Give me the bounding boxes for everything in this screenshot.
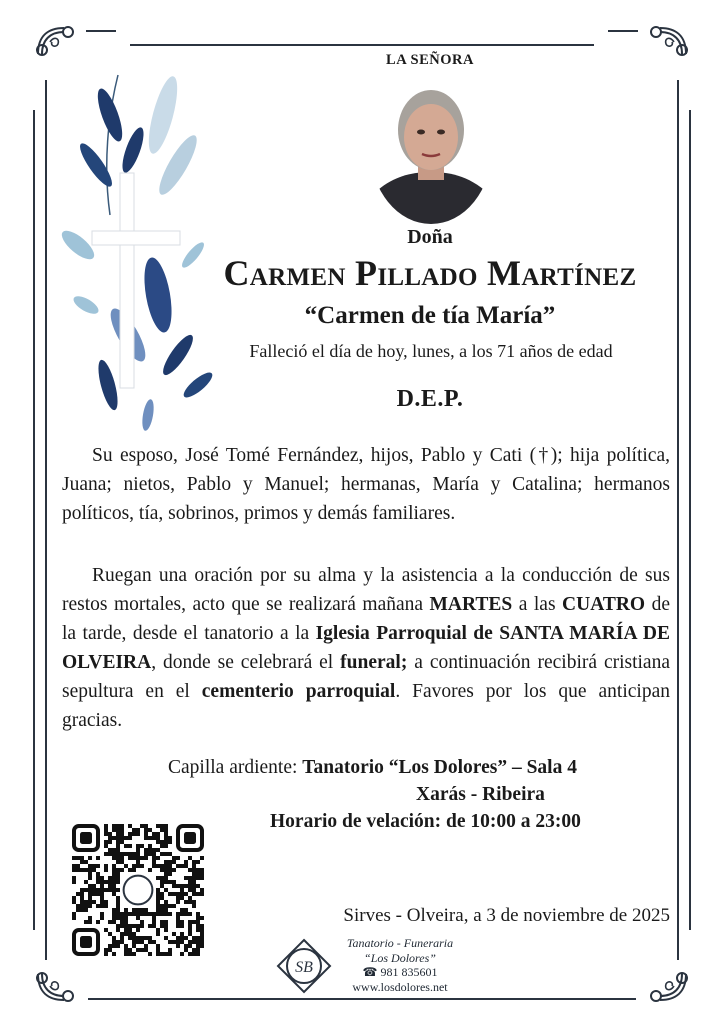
death-statement: Falleció el día de hoy, lunes, a los 71 años de edad: [249, 341, 613, 361]
funeral-home-info: [334, 936, 466, 994]
qr-logo: [124, 876, 153, 905]
frame-inner-right-line: [689, 110, 691, 930]
service-funeral: funeral;: [340, 652, 408, 673]
company-line2: “Los Dolores”: [364, 950, 436, 965]
frame-top-short-left: [86, 30, 116, 32]
logo-initials: SB: [295, 959, 313, 976]
chapel-location-row: [120, 781, 670, 808]
service-church: Iglesia Parroquial de SANTA MARÍA DE OLVEIRA: [62, 623, 670, 673]
service-text: Ruegan una oración por su alma y la asistencia a la conducción de sus restos mortales, acto que se realizará mañana: [62, 565, 670, 615]
chapel-row: [120, 754, 670, 781]
service-hour: CUATRO: [562, 594, 646, 615]
chapel-info: [120, 754, 670, 835]
service-day: MARTES: [429, 594, 513, 615]
dep-label: D.E.P.: [396, 386, 464, 412]
website-link[interactable]: www.losdolores.net: [352, 979, 448, 994]
family-paragraph: Su esposo, José Tomé Fernández, hijos, Pablo y Cati (†); hija política, Juana; nietos, Pablo y Manuel; hermanas, María y Catalina; hermanos políticos, tía, sobrinos, primos y demás familiares.: [62, 445, 670, 524]
portrait-image: [370, 72, 492, 224]
service-text: de la tarde, desde el tanatorio a la: [62, 594, 670, 644]
phone-number: 981 835601: [380, 965, 438, 979]
service-text: . Favores por los que anticipan gracias.: [62, 681, 670, 731]
frame-inner-left-line: [33, 110, 35, 930]
chapel-value: Tanatorio “Los Dolores” – Sala 4: [302, 757, 577, 778]
honorific: Doña: [407, 226, 453, 248]
phone-icon: ☎: [362, 965, 381, 979]
corner-ornament-icon: [34, 968, 78, 1004]
frame-bottom-line: [88, 998, 636, 1000]
corner-ornament-icon: [646, 968, 690, 1004]
service-cemetery: cementerio parroquial: [201, 681, 396, 702]
service-text: a continuación recibirá cristiana sepultura en el: [62, 652, 670, 702]
corner-ornament-icon: [646, 24, 690, 60]
phone-row: [334, 965, 466, 980]
funeral-home-logo-icon: [276, 938, 332, 994]
qr-code[interactable]: [72, 824, 204, 956]
service-text: , donde se celebrará el: [151, 652, 341, 673]
service-paragraph: [62, 561, 670, 735]
frame-left-line: [45, 80, 47, 960]
header-title: LA SEÑORA: [386, 52, 474, 68]
deceased-nickname: “Carmen de tía María”: [304, 302, 556, 329]
deceased-name: Carmen Pillado Martínez: [223, 253, 637, 293]
frame-right-line: [677, 80, 679, 960]
frame-top-short-right: [608, 30, 638, 32]
chapel-hours: Horario de velación: de 10:00 a 23:00: [270, 811, 581, 832]
chapel-label: Capilla ardiente:: [168, 757, 303, 778]
place-date: Sirves - Olveira, a 3 de noviembre de 2025: [343, 905, 670, 926]
deceased-portrait: [370, 72, 492, 224]
frame-top-line: [130, 44, 594, 46]
service-text: a las: [512, 594, 563, 615]
company-line1: Tanatorio - Funeraria: [346, 936, 454, 950]
chapel-location: Xarás - Ribeira: [416, 784, 545, 805]
